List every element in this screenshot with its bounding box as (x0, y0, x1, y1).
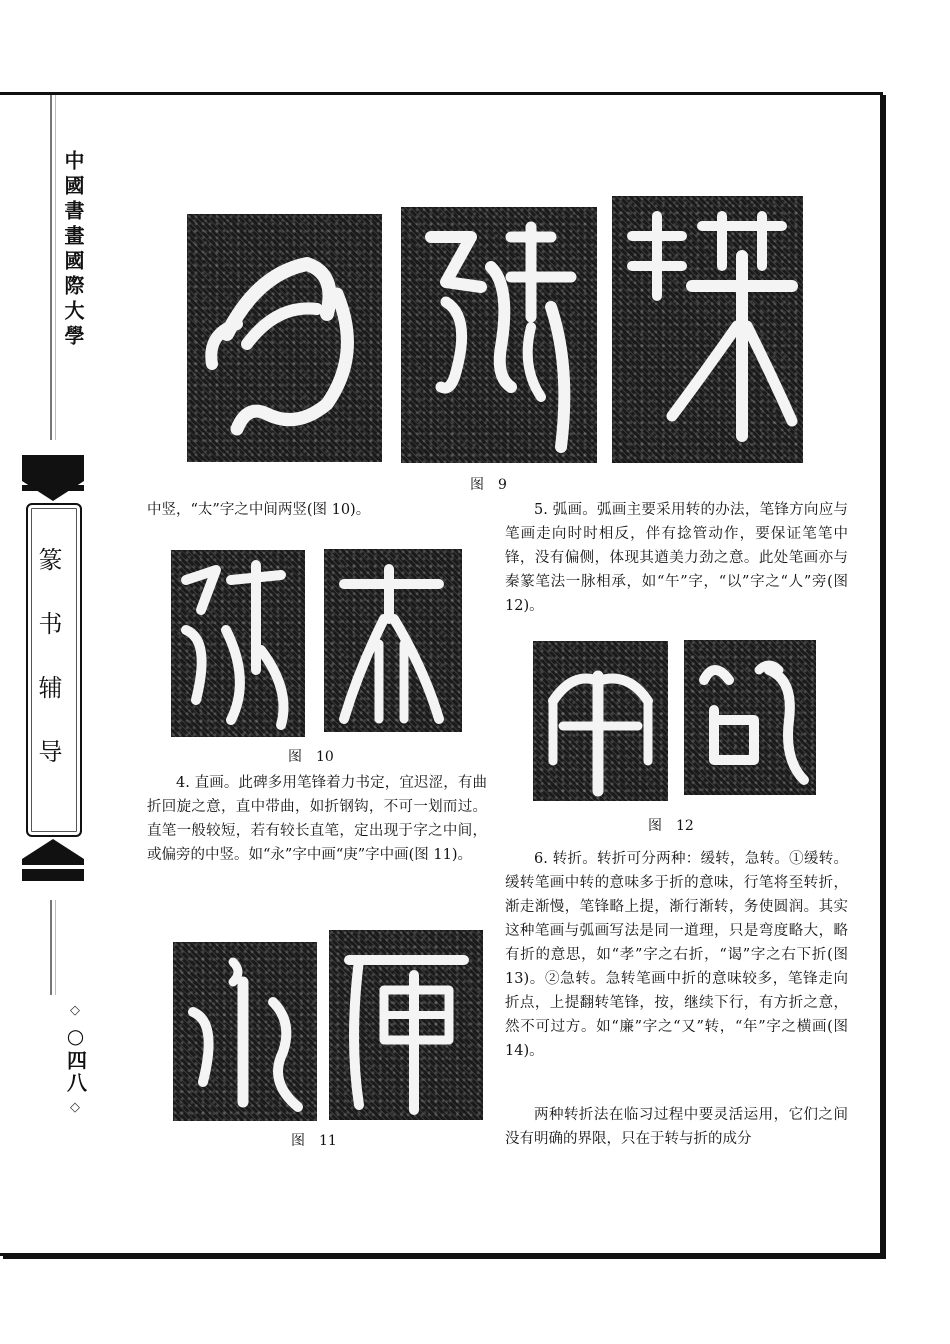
figure-9-caption: 图 9 (470, 477, 507, 493)
paragraph-6-text: 6. 转折。转折可分两种：缓转，急转。①缓转。缓转笔画中转的意味多于折的意味，行笔将至转折，渐走渐慢，笔锋略上提，渐行渐转，务使圆润。其实这种笔画与弧画写法是同一道理，只是弯度略大，略有折的意思，如“孝”字之右折，“谒”字之右下折(图 13)。②急转。急转笔画中折的意味较多，笔锋走向折点，上提翻转笔锋，按，继续下行，有方折之意，然不可过方。如“廉”字之“又”转，“年”字之横画(图 14)。 (505, 851, 848, 1059)
seal-character-icon (329, 930, 483, 1120)
diamond-top-icon: ◇ (70, 1003, 80, 1018)
seal-character-icon (173, 942, 317, 1121)
seal-character-icon (171, 550, 305, 737)
fig12-rubbing-1 (533, 641, 668, 801)
seal-character-icon (533, 641, 668, 801)
page-number (60, 997, 90, 1121)
school-name: 中國書畫國際大學 (61, 150, 85, 350)
seal-character-icon (401, 207, 597, 463)
seal-character-icon (324, 549, 462, 732)
plaque-cap-bottom (22, 869, 84, 881)
sidebar-rule-top (50, 95, 56, 440)
fig9-rubbing-2 (401, 207, 597, 463)
seal-character-icon (187, 214, 382, 462)
left-intro-text: 中竖，“太”字之中间两竖(图 10)。 (147, 502, 371, 518)
left-intro-line (147, 498, 492, 522)
seal-character-icon (684, 640, 816, 795)
paragraph-4-text: 4. 直画。此碑多用笔锋着力书定，宜迟涩，有曲折回旋之意，直中带曲，如折钢钩，不可一划而过。直笔一般较短，若有较长直笔，定出现于字之中间，或偏旁的中竖。如“永”字中画“庚”字中画(图 11)。 (147, 775, 487, 863)
paragraph-7 (505, 1103, 848, 1151)
book-title: 篆书辅导 (34, 547, 62, 803)
plaque-bar-bottom (22, 859, 84, 865)
paragraph-4 (147, 771, 487, 867)
plaque-arch-top (20, 473, 86, 503)
fig9-rubbing-1 (187, 214, 382, 462)
paragraph-5 (505, 498, 848, 618)
paragraph-6 (505, 847, 848, 1063)
fig12-rubbing-2 (684, 640, 816, 795)
seal-character-icon (612, 196, 803, 463)
book-title-plaque (20, 455, 86, 885)
paragraph-5-text: 5. 弧画。弧画主要采用转的办法，笔锋方向应与笔画走向时时相反，伴有捻管动作，要保证笔笔中锋，没有偏侧，体现其遒美力劲之意。此处笔画亦与秦篆笔法一脉相承，如“午”字，“以”字之“人”旁(图 12)。 (505, 502, 848, 614)
fig9-rubbing-3 (612, 196, 803, 463)
sidebar-rule-bottom (50, 900, 56, 995)
fig10-rubbing-1 (171, 550, 305, 737)
fig11-rubbing-2 (329, 930, 483, 1120)
diamond-bottom-icon: ◇ (70, 1100, 80, 1115)
page-number-text: ○四八 (63, 1024, 88, 1094)
figure-10-caption: 图 10 (288, 749, 334, 765)
fig10-rubbing-2 (324, 549, 462, 732)
fig11-rubbing-1 (173, 942, 317, 1121)
figure-12-caption: 图 12 (648, 818, 694, 834)
paragraph-7-text: 两种转折法在临习过程中要灵活运用，它们之间没有明确的界限，只在于转与折的成分 (505, 1107, 848, 1147)
figure-11-caption: 图 11 (291, 1133, 337, 1149)
